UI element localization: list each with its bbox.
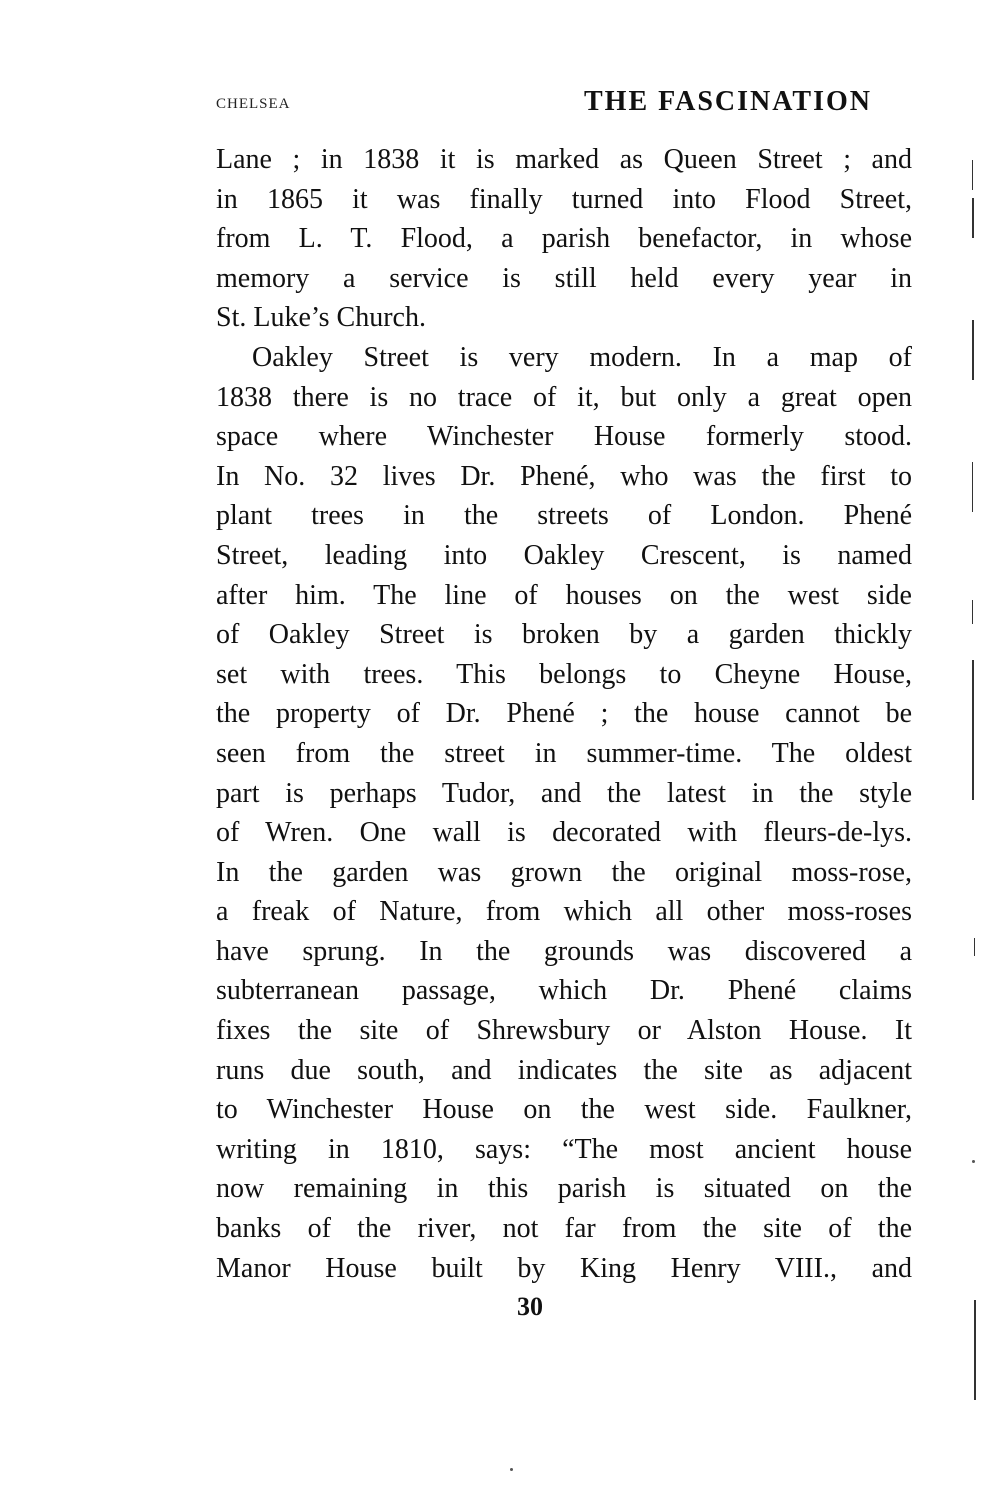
text-line: plant trees in the streets of London. Phené <box>216 500 912 532</box>
text-line: after him. The line of houses on the west side <box>216 579 912 611</box>
text-line: to Winchester House on the west side. Faulkner, <box>216 1094 912 1126</box>
text-line: In the garden was grown the original moss-rose, <box>216 856 912 888</box>
text-line: 1838 there is no trace of it, but only a great open <box>216 381 912 413</box>
scan-mark <box>972 600 973 624</box>
body-text <box>216 140 912 1288</box>
text-line: Street, leading into Oakley Crescent, is named <box>216 539 912 571</box>
scan-mark <box>972 320 974 380</box>
text-line: of Oakley Street is broken by a garden thickly <box>216 619 912 651</box>
scan-mark <box>972 198 974 238</box>
page-number: 30 <box>517 1292 543 1321</box>
text-line: subterranean passage, which Dr. Phené claims <box>216 975 912 1007</box>
scan-dot <box>510 1468 513 1471</box>
paragraph-2 <box>216 338 912 1288</box>
section-label: CHELSEA <box>216 96 291 112</box>
text-line: In No. 32 lives Dr. Phené, who was the first to <box>216 460 912 492</box>
text-line: St. Luke’s Church. <box>216 302 426 334</box>
text-line: banks of the river, not far from the site of the <box>216 1213 912 1245</box>
text-line: memory a service is still held every year in <box>216 262 912 294</box>
text-line: fixes the site of Shrewsbury or Alston House. It <box>216 1015 912 1047</box>
text-line: now remaining in this parish is situated on the <box>216 1173 912 1205</box>
text-line: from L. T. Flood, a parish benefactor, in whose <box>216 223 912 255</box>
text-line: writing in 1810, says: “The most ancient house <box>216 1133 912 1165</box>
text-line: have sprung. In the grounds was discovered a <box>216 935 912 967</box>
text-line: part is perhaps Tudor, and the latest in the style <box>216 777 912 809</box>
scan-mark <box>974 1300 976 1400</box>
scan-mark <box>974 938 975 956</box>
scan-mark <box>972 660 974 800</box>
paragraph-1 <box>216 140 912 338</box>
scan-mark <box>972 462 973 512</box>
text-line: runs due south, and indicates the site as adjacent <box>216 1054 912 1086</box>
text-line: Oakley Street is very modern. In a map of <box>252 341 912 373</box>
text-line: Lane ; in 1838 it is marked as Queen Street ; and <box>216 144 912 175</box>
text-line: the property of Dr. Phené ; the house cannot be <box>216 698 912 730</box>
text-line: in 1865 it was finally turned into Flood Street, <box>216 183 912 215</box>
text-line: space where Winchester House formerly stood. <box>216 421 912 453</box>
running-head <box>216 86 912 126</box>
scan-dot <box>972 1160 975 1163</box>
text-line: seen from the street in summer-time. The oldest <box>216 737 912 769</box>
text-line: a freak of Nature, from which all other moss-roses <box>216 896 912 928</box>
scan-mark <box>972 160 973 190</box>
text-line: set with trees. This belongs to Cheyne House, <box>216 658 912 690</box>
running-title: THE FASCINATION <box>583 86 872 117</box>
text-line: of Wren. One wall is decorated with fleurs-de-lys. <box>216 817 912 849</box>
text-line: Manor House built by King Henry VIII., and <box>216 1252 912 1284</box>
scan-edge-marks <box>960 0 1000 1506</box>
